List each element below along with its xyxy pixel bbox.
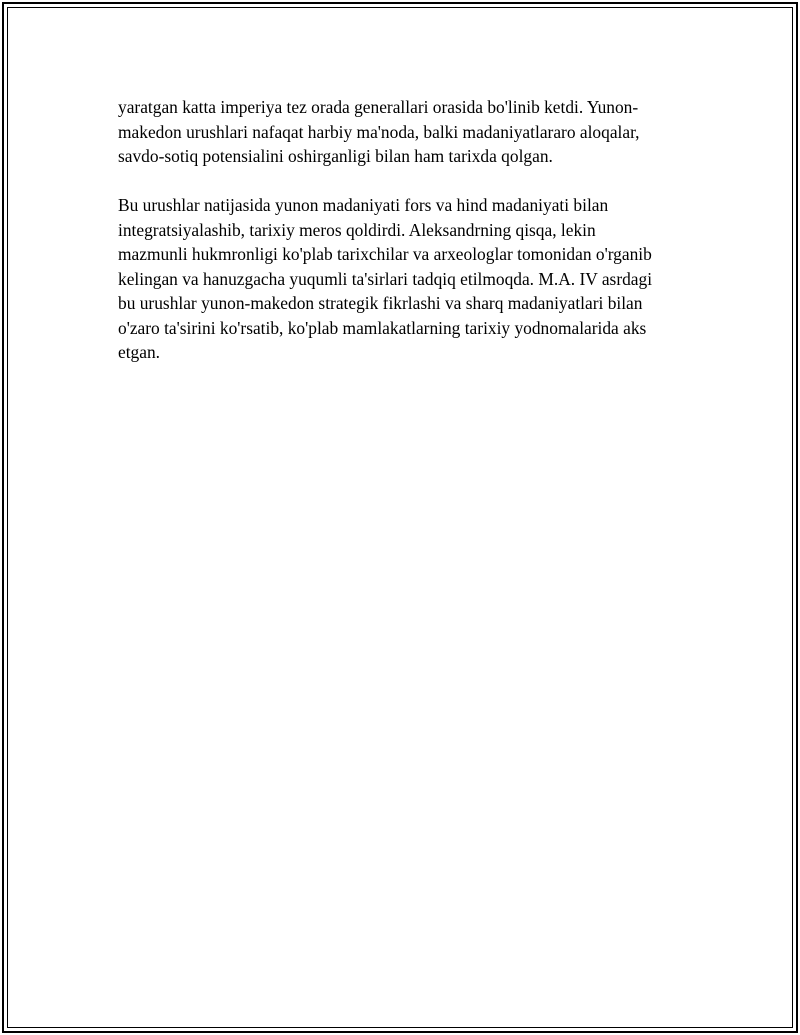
paragraph-2 — [118, 193, 698, 365]
text-line: o'zaro ta'sirini ko'rsatib, ko'plab mamlakatlarning tarixiy yodnomalarida aks — [118, 317, 647, 338]
text-line: integratsiyalashib, tarixiy meros qoldirdi. Aleksandrning qisqa, lekin — [118, 219, 596, 240]
text-line: mazmunli hukmronligi ko'plab tarixchilar va arxeologlar tomonidan o'rganib — [118, 244, 652, 264]
text-line: etgan. — [118, 342, 161, 362]
text-line: makedon urushlari nafaqat harbiy ma'noda, balki madaniyatlararo aloqalar, — [118, 121, 640, 142]
text-line: Bu urushlar natijasida yunon madaniyati fors va hind madaniyati bilan — [118, 195, 609, 215]
text-line: savdo-sotiq potensialini oshirganligi bilan ham tarixda qolgan. — [118, 146, 553, 166]
text-line: kelingan va hanuzgacha yuqumli ta'sirlari tadqiq etilmoqda. M.A. IV asrdagi — [118, 268, 653, 289]
document-body — [118, 95, 698, 365]
text-line: bu urushlar yunon-makedon strategik fikrlashi va sharq madaniyatlari bilan — [118, 293, 643, 313]
paragraph-1 — [118, 95, 698, 169]
text-line: yaratgan katta imperiya tez orada generallari orasida bo'linib ketdi. Yunon- — [118, 97, 639, 117]
